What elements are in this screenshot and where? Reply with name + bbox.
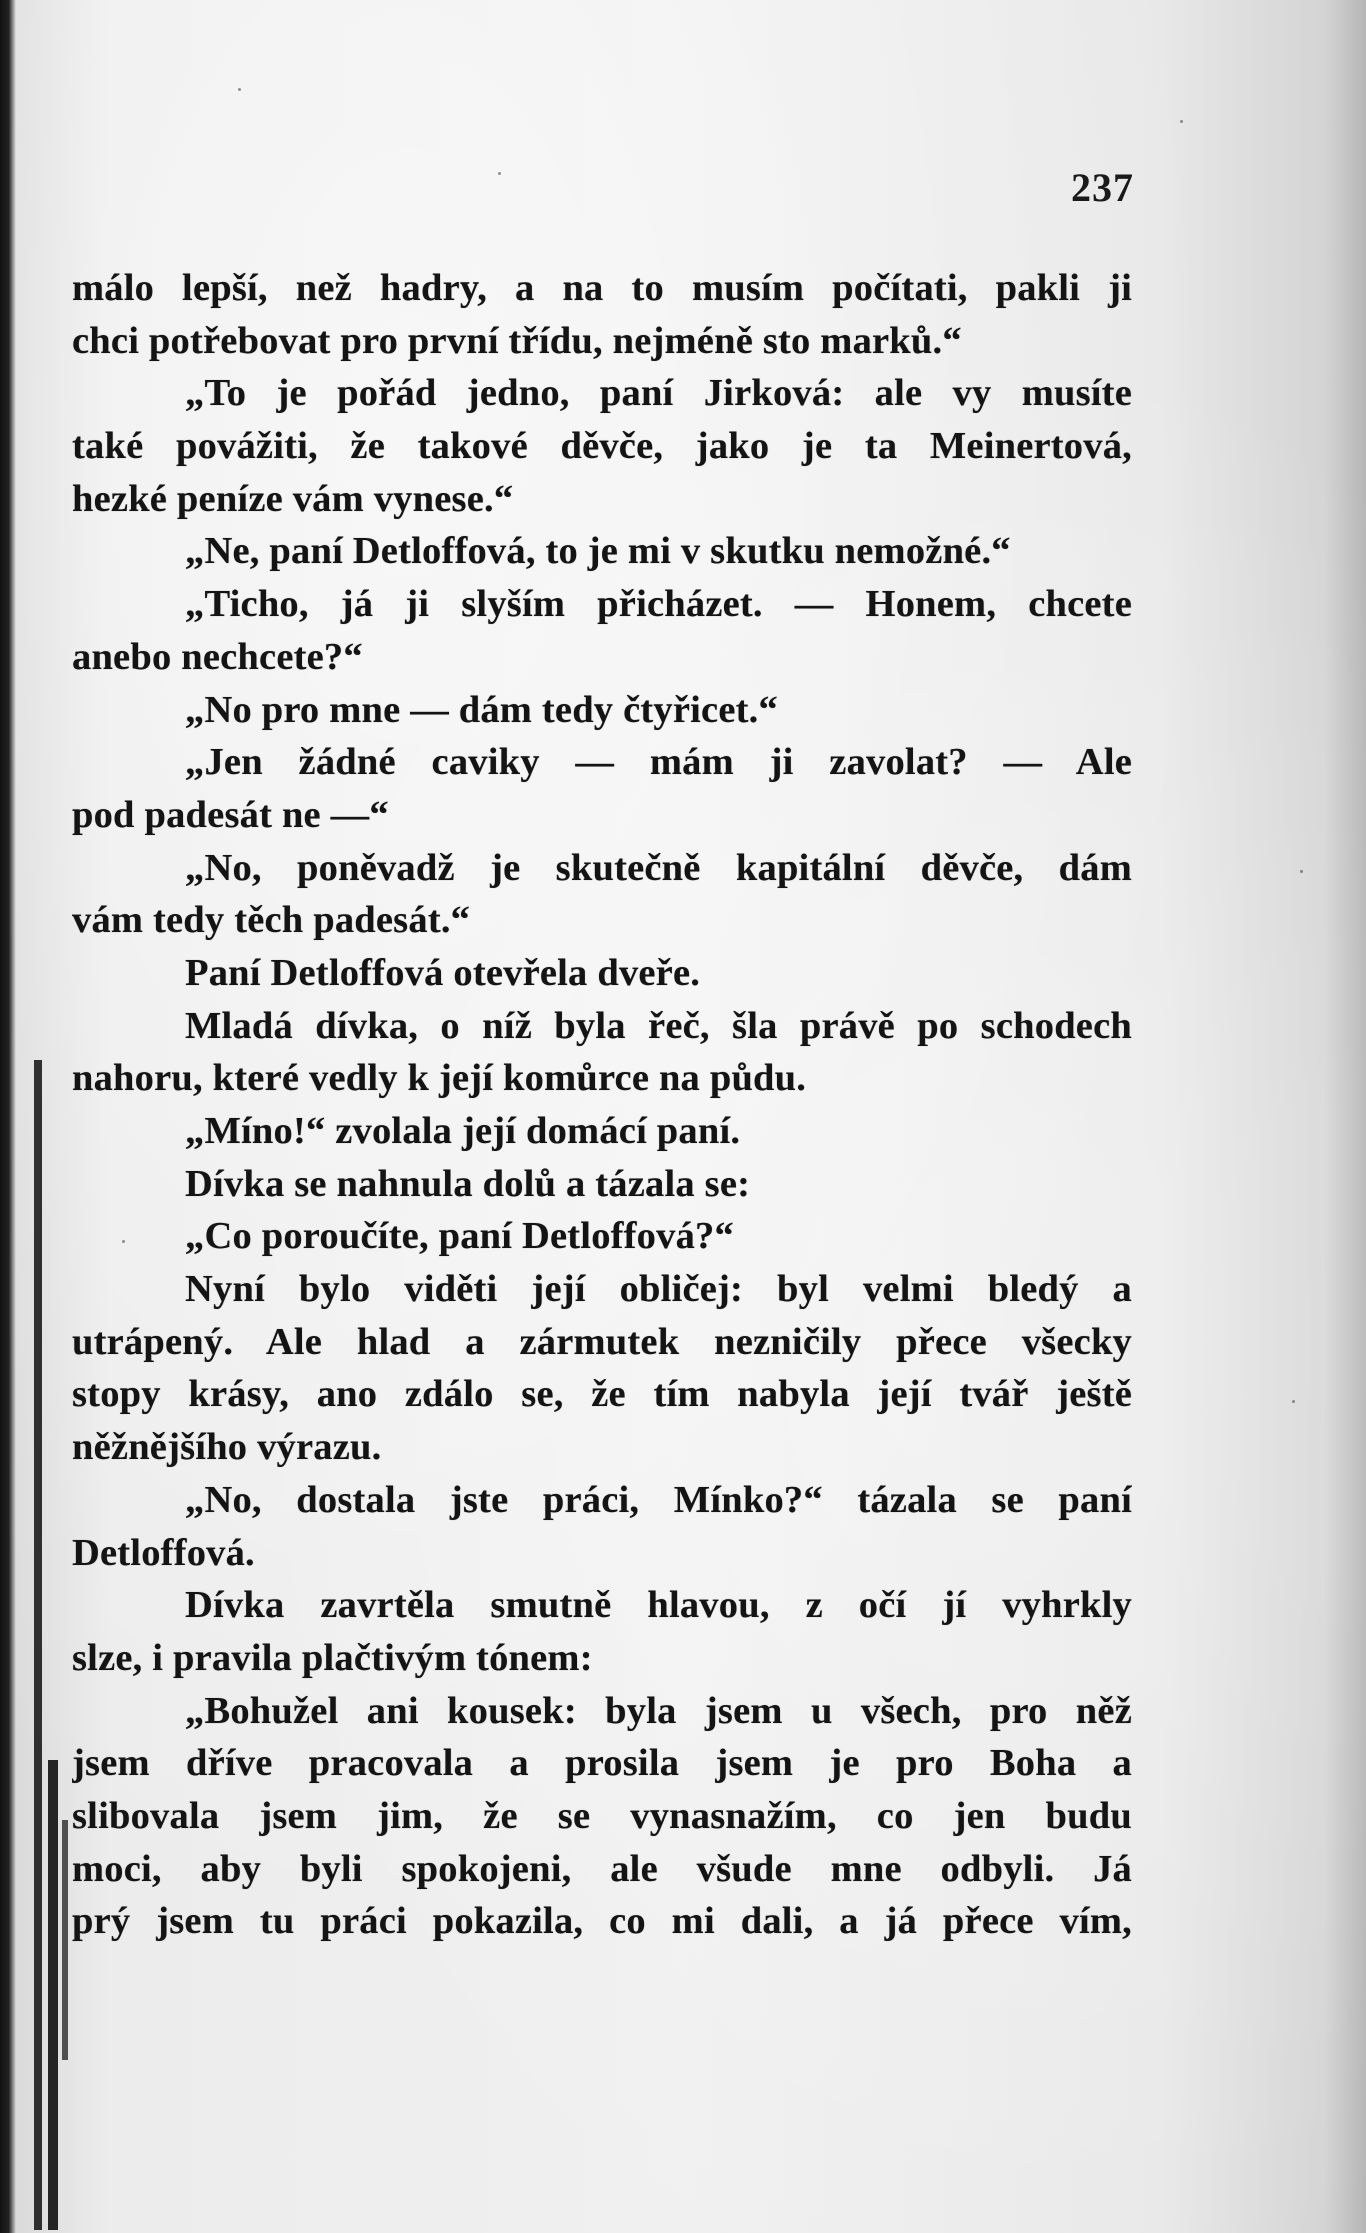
- paper-speck: [1300, 870, 1303, 873]
- binding-mark: [34, 1060, 42, 2230]
- body-text: [72, 262, 1132, 1948]
- text-line: málo lepší, než hadry, a na to musím počítati, pakli ji: [72, 267, 1132, 309]
- text-line: pod padesát ne —“: [72, 793, 389, 836]
- page-right-edge-shadow: [1324, 0, 1366, 2233]
- text-line: slibovala jsem jim, že se vynasnažím, co jen budu: [72, 1794, 1132, 1837]
- text-line: „Bohužel ani kousek: byla jsem u všech, pro něž: [185, 1689, 1132, 1732]
- text-line: „To je pořád jedno, paní Jirková: ale vy musíte: [185, 372, 1132, 415]
- text-line: anebo nechcete?“: [72, 635, 363, 678]
- text-line: prý jsem tu práci pokazila, co mi dali, a já přece vím,: [72, 1900, 1132, 1943]
- text-line: hezké peníze vám vynese.“: [72, 477, 514, 520]
- text-line: něžnějšího výrazu.: [72, 1426, 382, 1469]
- text-line: Mladá dívka, o níž byla řeč, šla právě po schodech: [185, 1004, 1132, 1047]
- paper-speck: [1180, 120, 1183, 123]
- text-line: „No, dostala jste práci, Mínko?“ tázala se paní: [185, 1478, 1132, 1521]
- paper-speck: [1292, 1400, 1295, 1403]
- text-line: Nyní bylo viděti její obličej: byl velmi bledý a: [185, 1268, 1132, 1311]
- page-number: 237: [1071, 165, 1134, 210]
- text-line: „Míno!“ zvolala její domácí paní.: [185, 1110, 741, 1152]
- text-line: slze, i pravila plačtivým tónem:: [72, 1636, 593, 1679]
- text-line: Paní Detloffová otevřela dveře.: [185, 951, 701, 994]
- text-line: stopy krásy, ano zdálo se, že tím nabyla její tvář ještě: [72, 1373, 1132, 1416]
- binding-mark: [48, 1760, 58, 2230]
- text-line: „No pro mne — dám tedy čtyřicet.“: [185, 688, 778, 731]
- text-line: také povážiti, že takové děvče, jako je ta Meinertová,: [72, 425, 1132, 468]
- paper-speck: [498, 172, 501, 175]
- text-line: moci, aby byli spokojeni, ale všude mne odbyli. Já: [72, 1847, 1132, 1890]
- text-line: vám tedy těch padesát.“: [72, 899, 471, 942]
- paper-speck: [238, 88, 241, 91]
- text-line: Dívka zavrtěla smutně hlavou, z očí jí vyhrkly: [185, 1584, 1132, 1627]
- text-line: „Ticho, já ji slyším přicházet. — Honem, chcete: [185, 583, 1132, 626]
- text-line: Detloffová.: [72, 1531, 255, 1574]
- page-left-edge-shadow: [0, 0, 16, 2233]
- text-line: „Ne, paní Detloffová, to je mi v skutku nemožné.“: [185, 530, 1011, 573]
- text-line: chci potřebovat pro první třídu, nejméně sto marků.“: [72, 319, 962, 362]
- text-line: utrápený. Ale hlad a zármutek nezničily přece všecky: [72, 1320, 1132, 1363]
- text-line: „No, poněvadž je skutečně kapitální děvče, dám: [185, 846, 1132, 889]
- binding-mark: [62, 1820, 68, 2060]
- text-line: jsem dříve pracovala a prosila jsem je pro Boha a: [72, 1742, 1132, 1785]
- text-line: nahoru, které vedly k její komůrce na půdu.: [72, 1057, 807, 1100]
- text-line: Dívka se nahnula dolů a tázala se:: [185, 1162, 751, 1205]
- text-line: „Jen žádné caviky — mám ji zavolat? — Ale: [185, 741, 1132, 784]
- text-line: „Co poroučíte, paní Detloffová?“: [185, 1215, 734, 1258]
